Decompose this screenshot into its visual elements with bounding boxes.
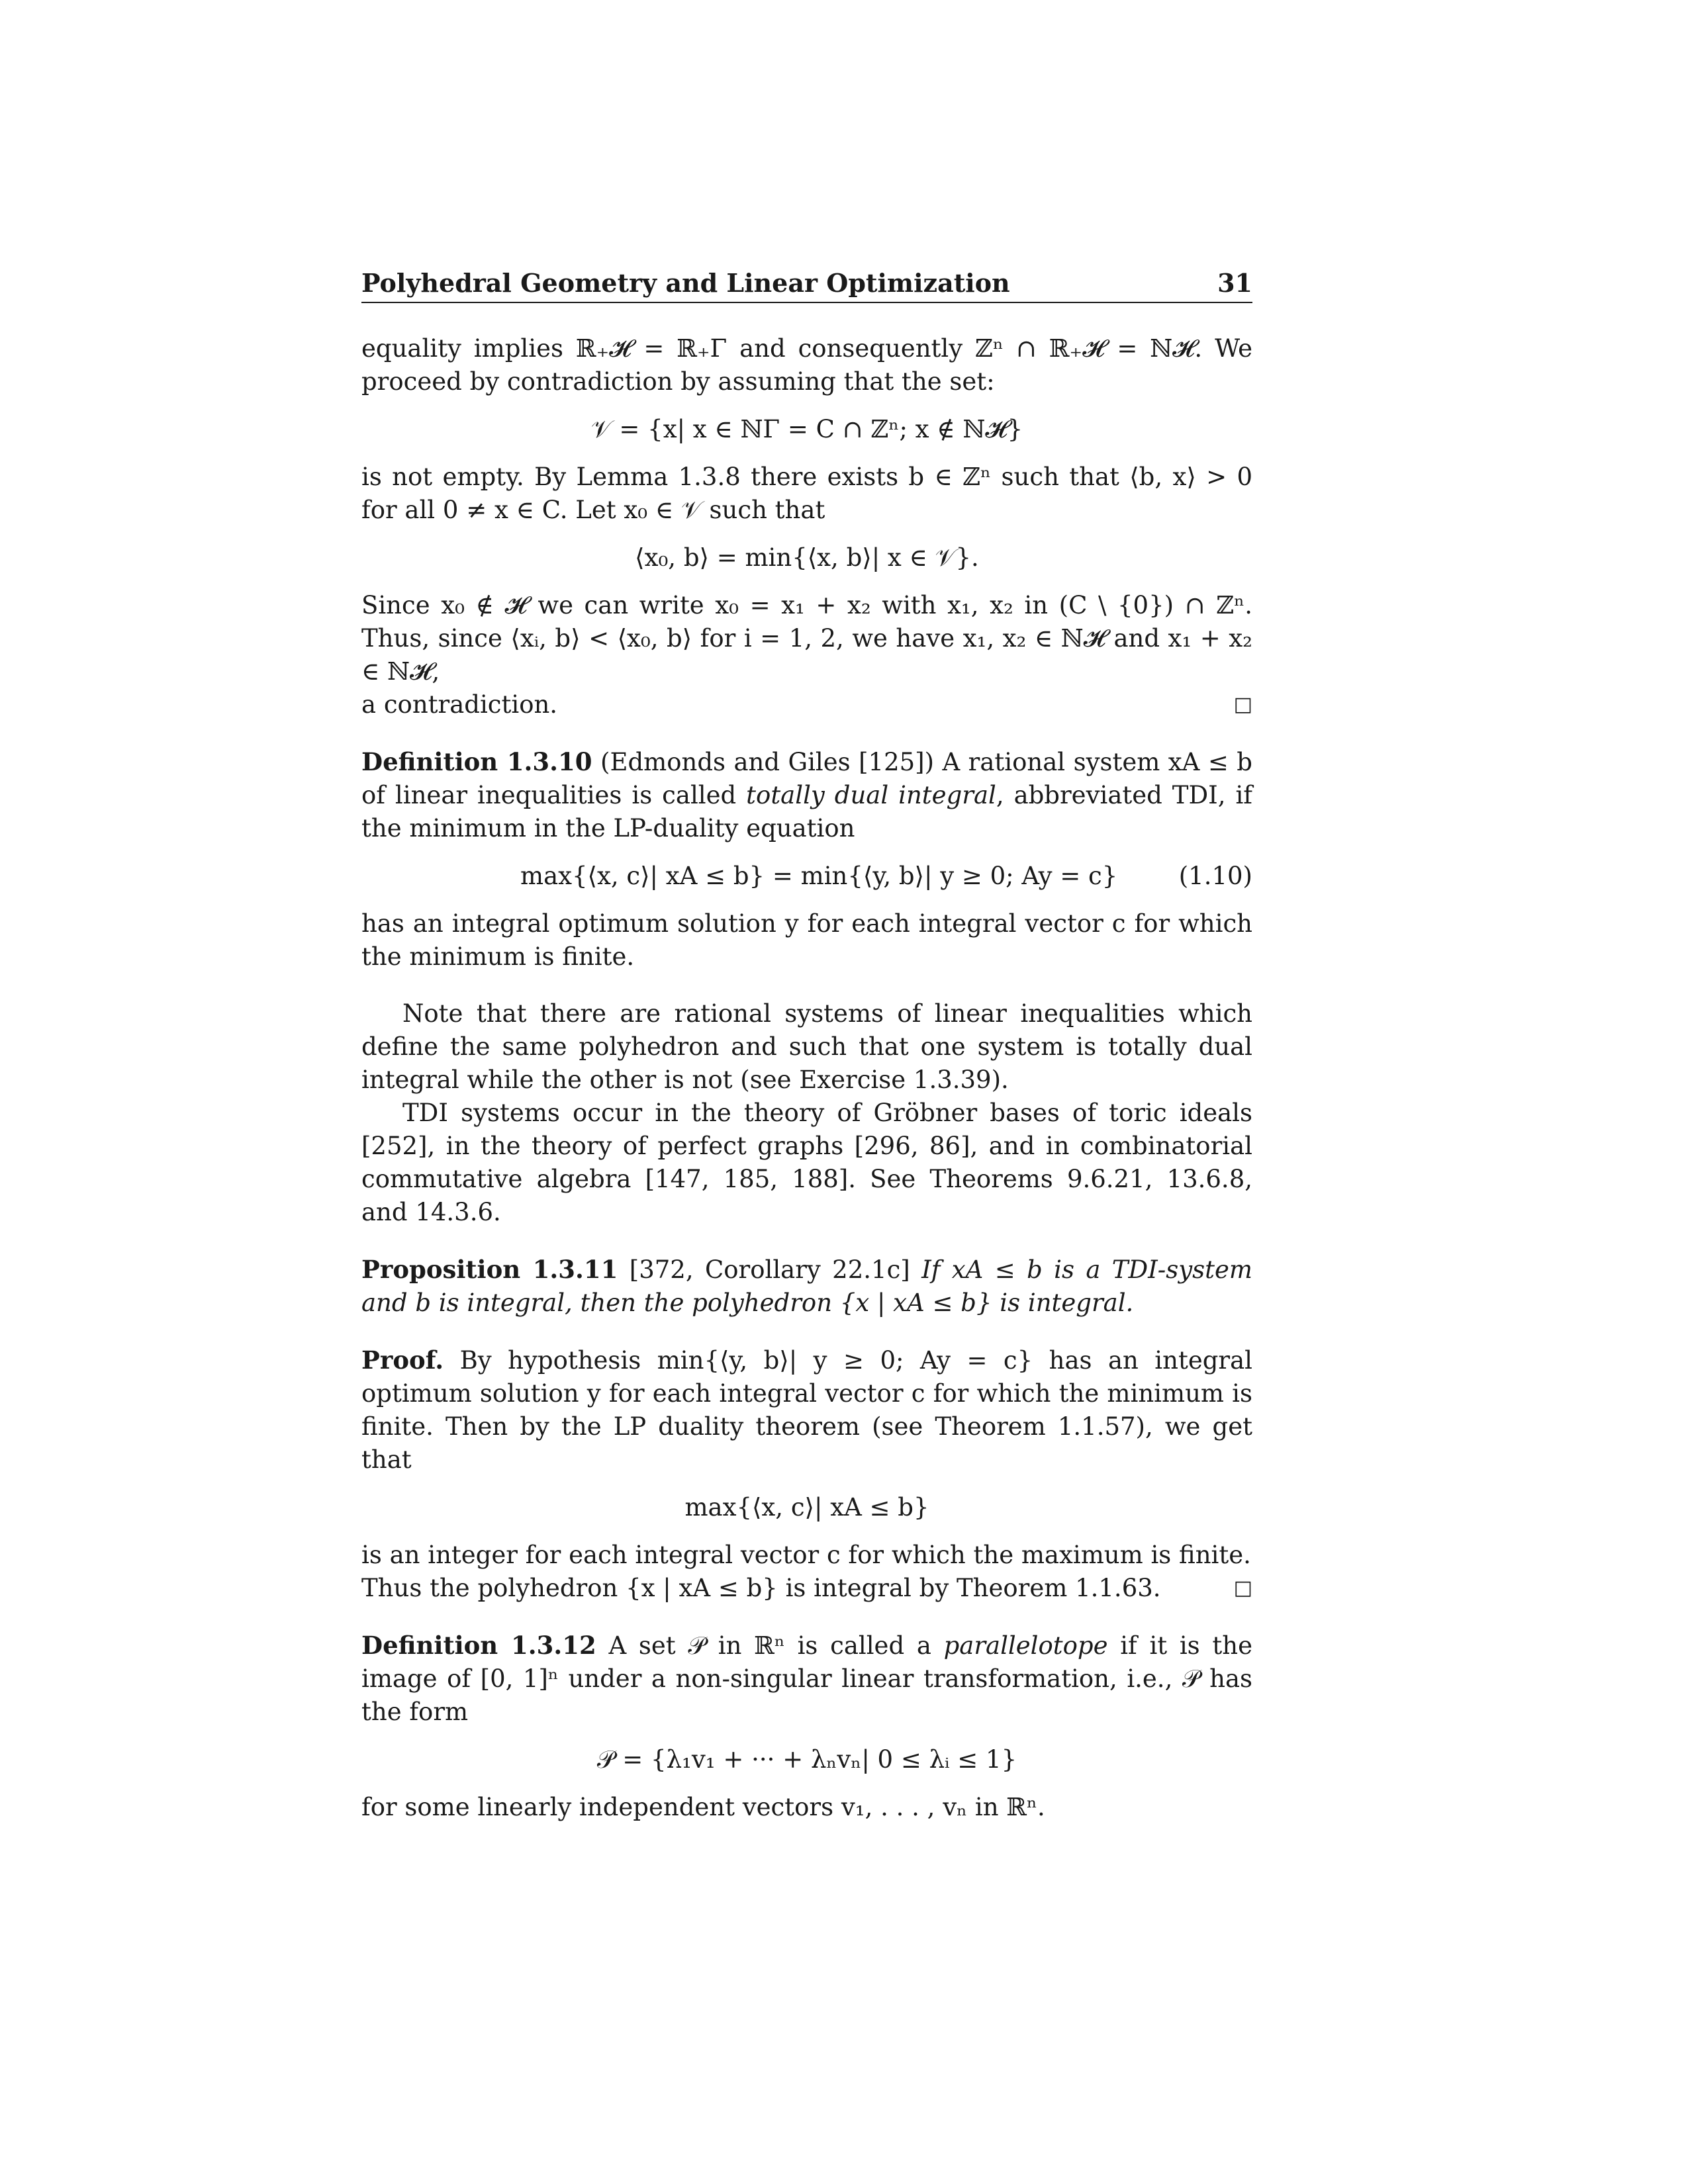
equation-min: ⟨x₀, b⟩ = min{⟨x, b⟩| x ∈ 𝒱}. bbox=[635, 543, 979, 572]
proof-end-line-2 bbox=[361, 1572, 1252, 1605]
running-title: Polyhedral Geometry and Linear Optimization bbox=[361, 268, 1010, 298]
proposition-label: Proposition 1.3.11 bbox=[361, 1255, 618, 1284]
proof-label: Proof. bbox=[361, 1345, 444, 1375]
definition-2-text-a: A set 𝒫 in ℝⁿ is called a bbox=[596, 1631, 944, 1660]
equation-number: (1.10) bbox=[1178, 862, 1252, 890]
equation-parallelotope: 𝒫 = {λ₁v₁ + ··· + λₙvₙ| 0 ≤ λᵢ ≤ 1} bbox=[596, 1745, 1017, 1774]
polyhedron-integral-text: Thus the polyhedron {x | xA ≤ b} is integral by Theorem 1.1.63. bbox=[361, 1574, 1161, 1602]
contradiction-text: a contradiction. bbox=[361, 690, 558, 719]
running-header bbox=[361, 267, 1252, 303]
proposition-1-3-11 bbox=[361, 1253, 1252, 1320]
equation-lp-duality bbox=[361, 860, 1252, 893]
paragraph-equality: equality implies ℝ₊𝓗 = ℝ₊Γ and consequently ℤⁿ ∩ ℝ₊𝓗 = ℕ𝓗. We proceed by contradiction by assuming that the set: bbox=[361, 334, 1252, 396]
definition-2-term: parallelotope bbox=[943, 1631, 1108, 1660]
definition-1-3-12 bbox=[361, 1629, 1252, 1729]
definition-term: totally dual integral bbox=[746, 781, 996, 809]
page-number: 31 bbox=[1217, 268, 1252, 298]
proof-end-line bbox=[361, 688, 1252, 721]
paragraph-not-empty: is not empty. By Lemma 1.3.8 there exists b ∈ ℤⁿ such that ⟨b, x⟩ > 0 for all 0 ≠ x ∈ C. Let x₀ ∈ 𝒱 such that bbox=[361, 463, 1252, 524]
proof-paragraph bbox=[361, 1343, 1252, 1477]
paragraph-integer: is an integer for each integral vector c for which the maximum is finite. bbox=[361, 1541, 1251, 1569]
proposition-citation: [372, Corollary 22.1c] bbox=[618, 1255, 922, 1284]
page bbox=[361, 267, 1252, 1824]
definition-1-3-10 bbox=[361, 745, 1252, 845]
definition-text-a: (Edmonds and Giles [125]) A rational system xA ≤ b of linear inequalities is called bbox=[361, 748, 1252, 809]
paragraph-tdi-systems: TDI systems occur in the theory of Gröbner bases of toric ideals [252], in the theory of perfect graphs [296, 86], and in combinatorial commutative algebra [147, 185, 188]. See Theorems 9.6.21, 13.6.8, and 14.3.6. bbox=[361, 1099, 1252, 1226]
definition-2-label: Definition 1.3.12 bbox=[361, 1631, 596, 1660]
definition-label: Definition 1.3.10 bbox=[361, 747, 592, 776]
proposition-statement: If xA ≤ b is a TDI-system and b is integral, then the polyhedron {x | xA ≤ b} is integral. bbox=[361, 1255, 1252, 1317]
equation-set-v: 𝒱 = {x| x ∈ ℕΓ = C ∩ ℤⁿ; x ∉ ℕ𝓗} bbox=[590, 415, 1023, 443]
qed-symbol: □ bbox=[1233, 693, 1252, 716]
definition-2-text-b: if it is the image of [0, 1]ⁿ under a non-singular linear transformation, i.e., 𝒫 has the form bbox=[361, 1631, 1252, 1726]
paragraph-linearly-independent: for some linearly independent vectors v₁, . . . , vₙ in ℝⁿ. bbox=[361, 1793, 1045, 1821]
equation-body: max{⟨x, c⟩| xA ≤ b} = min{⟨y, b⟩| y ≥ 0; Ay = c} bbox=[520, 862, 1118, 890]
paragraph-since: Since x₀ ∉ 𝓗 we can write x₀ = x₁ + x₂ with x₁, x₂ in (C \ {0}) ∩ ℤⁿ. Thus, since ⟨xᵢ, b⟩ < ⟨x₀, b⟩ for i = 1, 2, we have x₁, x₂ ∈ ℕ𝓗 and x₁ + x₂ ∈ ℕ𝓗, bbox=[361, 591, 1252, 686]
qed-symbol-2: □ bbox=[1233, 1576, 1252, 1600]
proof-text: By hypothesis min{⟨y, b⟩| y ≥ 0; Ay = c} has an integral optimum solution y for each integral vector c for which the minimum is finite. Then by the LP duality theorem (see Theorem 1.1.57), we get that bbox=[361, 1346, 1252, 1474]
definition-text-b: , abbreviated TDI, if the minimum in the LP-duality equation bbox=[361, 781, 1253, 842]
paragraph-integral-optimum: has an integral optimum solution y for each integral vector c for which the minimum is finite. bbox=[361, 909, 1252, 971]
paragraph-note: Note that there are rational systems of linear inequalities which define the same polyhedron and such that one system is totally dual integral while the other is not (see Exercise 1.3.39). bbox=[361, 999, 1252, 1094]
equation-max: max{⟨x, c⟩| xA ≤ b} bbox=[684, 1493, 929, 1522]
